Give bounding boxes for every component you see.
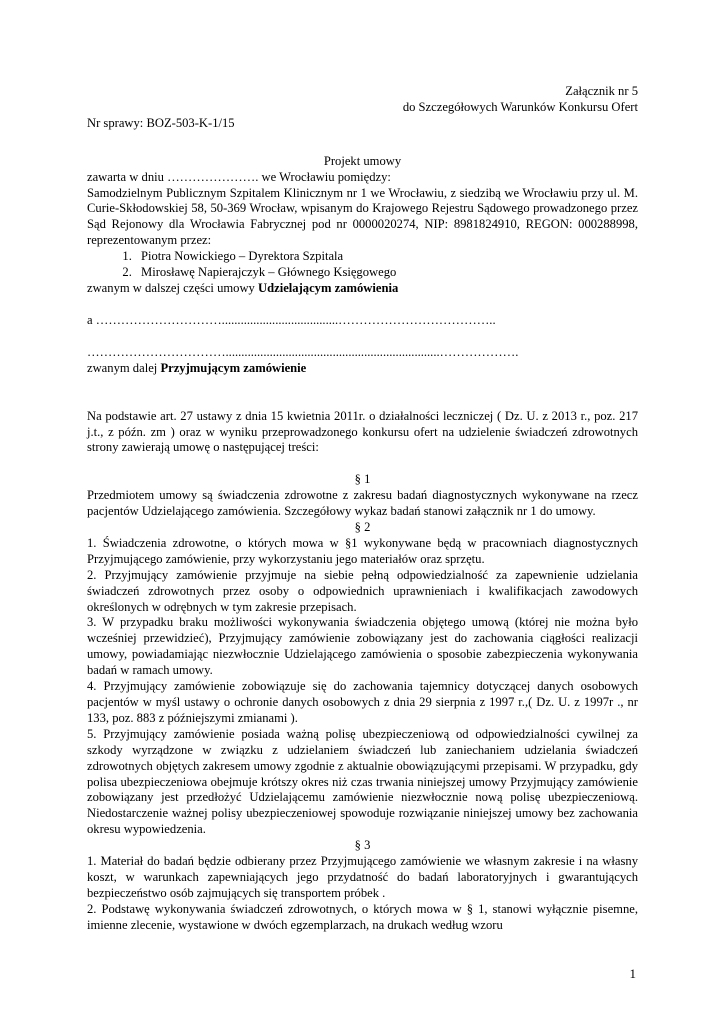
document-title: Projekt umowy: [323, 153, 402, 168]
party2-name-placeholder: a ………………………….....................................………………………………..: [87, 312, 496, 327]
case-number: Nr sprawy: BOZ-503-K-1/15: [87, 115, 235, 130]
attachment-reference: do Szczegółowych Warunków Konkursu Ofert: [402, 99, 638, 114]
concluded-line: zawarta w dniu …………………. we Wrocławiu pomiędzy:: [87, 169, 391, 184]
section-paragraph: 3. W przypadku braku możliwości wykonywania świadczenia objętego umową (której nie można było wcześniej przewidzieć), Przyjmujący zamówienie zobowiązany jest do zachowania ciągłości realizacji umowy, powiadamiając niezwłocznie Udzielającego zamówienia o sposobie zabezpieczenia wykonywania badań w ramach umowy.: [87, 615, 638, 678]
section-paragraph: 2. Podstawę wykonywania świadczeń zdrowotnych, o których mowa w § 1, stanowi wyłącznie pisemne, imienne zlecenie, wystawione w dwóch egzemplarzach, na drukach według wzoru: [87, 901, 638, 932]
representative-item: 2. Mirosławę Napierajczyk – Głównego Księgowego: [135, 265, 638, 281]
attachment-label: Załącznik nr 5: [565, 84, 638, 98]
representatives-list: [87, 249, 638, 281]
section-paragraph: 1. Świadczenia zdrowotne, o których mowa w §1 wykonywane będą w pracowniach diagnostycznych Przyjmującego zamówienie, przy wykorzystaniu jego materiałów oraz sprzętu.: [87, 535, 638, 566]
party1-role: Udzielającym zamówienia: [258, 280, 399, 295]
party2-called-prefix: zwanym dalej: [87, 360, 161, 375]
page-number: 1: [629, 966, 636, 981]
section-paragraph: 4. Przyjmujący zamówienie zobowiązuje się do zachowania tajemnicy dotyczącej danych osobowych pacjentów w myśl ustawy o ochronie danych osobowych z dnia 29 sierpnia z 1997 r.,( Dz. U. z 1997r ., nr 133, poz. 883 z późniejszymi zmianami ).: [87, 679, 638, 725]
section-paragraph: Przedmiotem umowy są świadczenia zdrowotne z zakresu badań diagnostycznych wykonywane na rzecz pacjentów Udzielającego zamówienia. Szczegółowy wykaz badań stanowi załącznik nr 1 do umowy.: [87, 488, 638, 519]
party1-description: Samodzielnym Publicznym Szpitalem Klinicznym nr 1 we Wrocławiu, z siedzibą we Wrocławiu przy ul. M. Curie-Skłodowskiej 58, 50-369 Wrocław, wpisanym do Krajowego Rejestru Sądowego prowadzonego przez Sąd Rejonowy dla Wrocławia Fabrycznej pod nr 0000020274, NIP: 8981824910, REGON: 000288998, reprezentowanym przez:: [87, 185, 638, 248]
party2-address-placeholder: ……………………………....................................................................……………….: [87, 344, 519, 359]
party1-called-prefix: zwanym w dalszej części umowy: [87, 280, 259, 295]
section-heading: § 2: [354, 520, 371, 535]
party1-called: [87, 281, 638, 297]
section-heading: § 1: [354, 472, 371, 487]
section-paragraph: 5. Przyjmujący zamówienie posiada ważną polisę ubezpieczeniową od odpowiedzialności cywilnej za szkody wyrządzone w związku z udzielaniem świadczeń lub zaniechaniem udzielania świadczeń zdrowotnych objętych zakresem umowy zgodnie z aktualnie obowiązującymi przepisami. W przypadku, gdy polisa ubezpieczeniowa obejmuje krótszy okres niż czas trwania niniejszej umowy Przyjmujący zamówienie zobowiązany jest przedłożyć Udzielającemu zamówienie niezwłocznie nową polisę ubezpieczeniową. Niedostarczenie ważnej polisy ubezpieczeniowej spowoduje rozwiązanie niniejszej umowy bez zachowania okresu wypowiedzenia.: [87, 726, 638, 837]
section-paragraph: 1. Materiał do badań będzie odbierany przez Przyjmującego zamówienie we własnym zakresie i na własny koszt, w warunkach zapewniających jego przydatność do badań laboratoryjnych i gwarantujących bezpieczeństwo osób zajmujących się transportem próbek .: [87, 854, 638, 900]
legal-basis: Na podstawie art. 27 ustawy z dnia 15 kwietnia 2011r. o działalności leczniczej ( Dz. U. z 2013 r., poz. 217 j.t., z późn. zm ) oraz w wyniku przeprowadzonego konkursu ofert na udzielenie świadczeń zdrowotnych strony zawierają umowę o następującej treści:: [87, 408, 638, 455]
party2-called: [87, 361, 638, 377]
representative-item: 1. Piotra Nowickiego – Dyrektora Szpitala: [135, 249, 638, 265]
section-heading: § 3: [354, 838, 371, 853]
document-body: [87, 84, 638, 934]
party2-role: Przyjmującym zamówienie: [160, 360, 307, 375]
section-paragraph: 2. Przyjmujący zamówienie przyjmuje na siebie pełną odpowiedzialność za zapewnienie udzielania świadczeń zdrowotnych przez osoby o odpowiednich uprawnieniach i kwalifikacjach zawodowych określonych w odrębnych w tym zakresie przepisach.: [87, 567, 638, 614]
